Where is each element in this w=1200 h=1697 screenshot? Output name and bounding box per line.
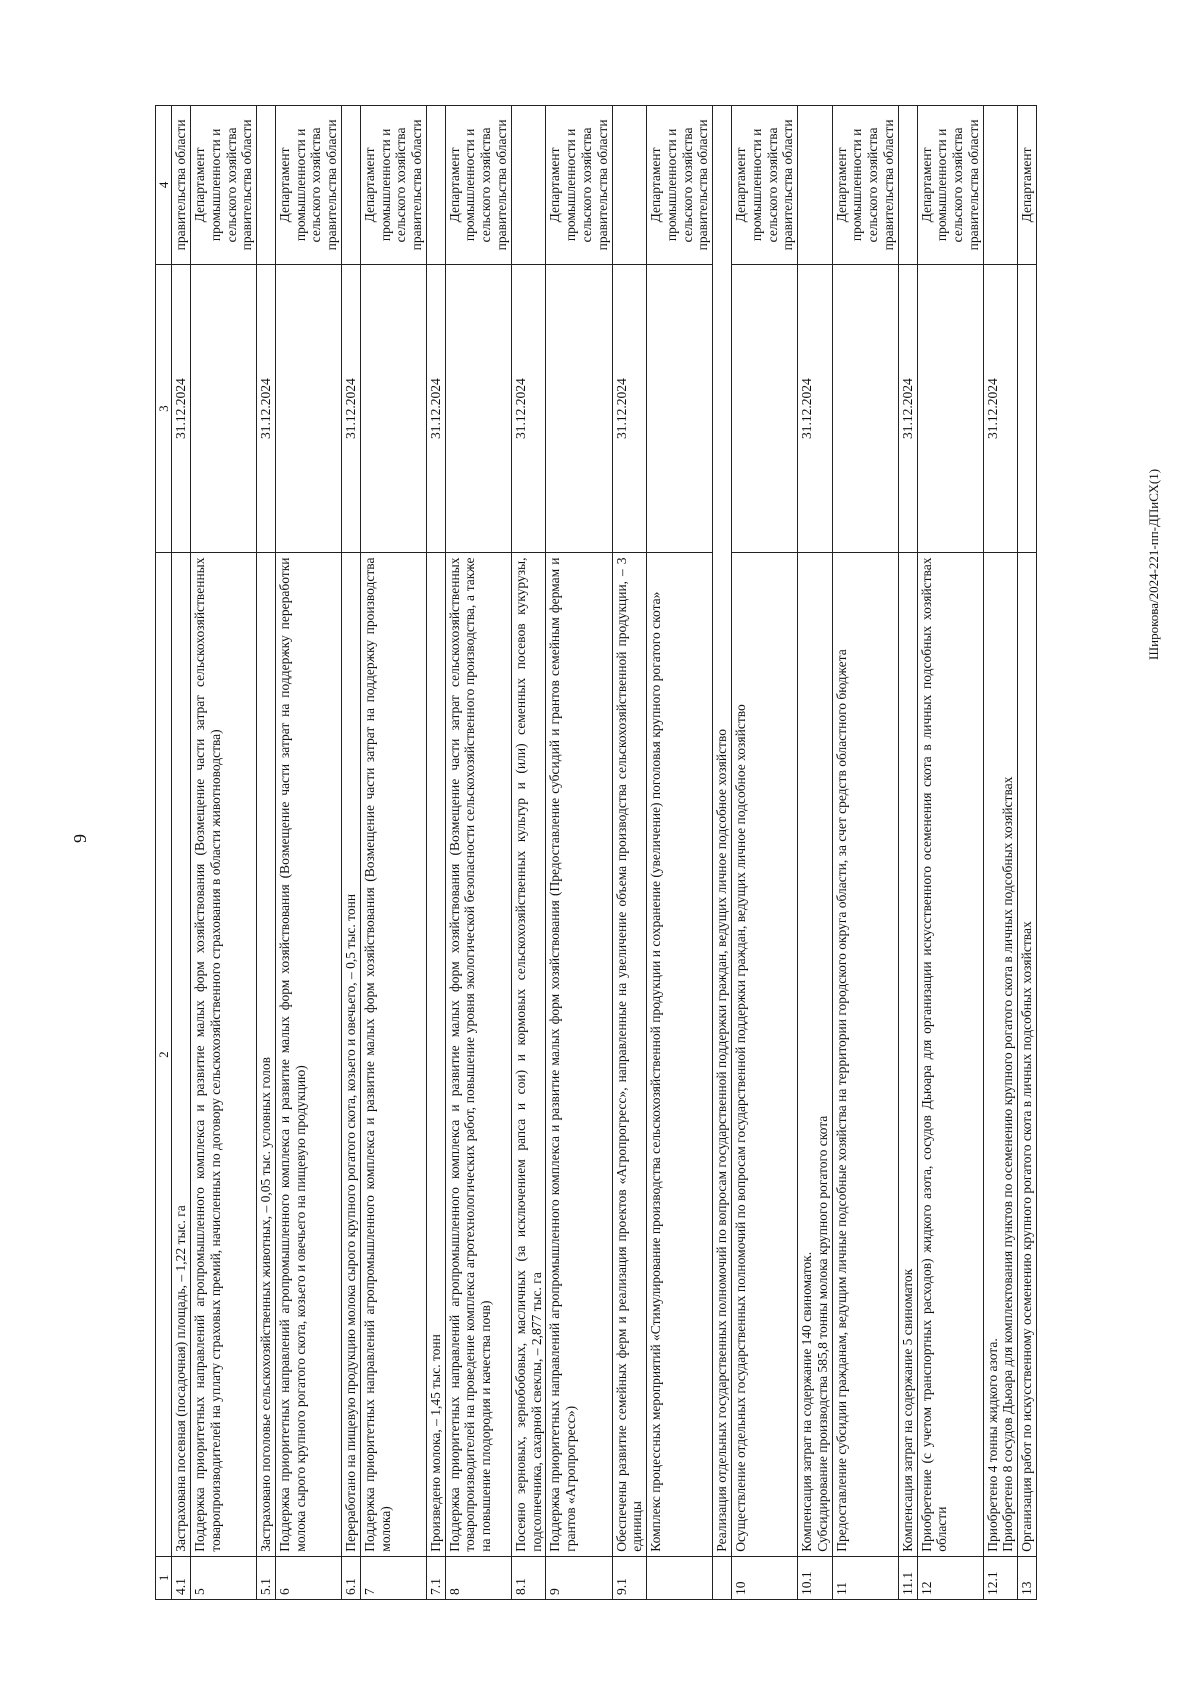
row-date — [445, 264, 511, 553]
row-department — [426, 106, 445, 265]
table-row — [798, 106, 833, 1600]
row-text: Поддержка приоритетных направлений агропромышленного комплекса и развитие малых форм хозяйствования (Возмещение части затрат на поддержку переработки молока сырого крупного рогатого скота, козьего и овечьего на пищевую продукцию) — [275, 553, 341, 1556]
row-number: 8 — [445, 1556, 511, 1599]
row-department: Департамент промышленности и сельского хозяйства правительства области — [275, 106, 341, 265]
table-row — [257, 106, 276, 1600]
row-date — [917, 264, 983, 553]
row-department: Департамент промышленности и сельского хозяйства правительства области — [917, 106, 983, 265]
table-row — [360, 106, 426, 1600]
row-number: 11.1 — [898, 1556, 917, 1599]
row-department: Департамент — [1018, 106, 1037, 265]
row-number: 5 — [190, 1556, 256, 1599]
row-date: 31.12.2024 — [798, 264, 833, 553]
row-date — [275, 264, 341, 553]
table-row — [647, 106, 713, 1600]
row-date: 31.12.2024 — [257, 264, 276, 553]
row-department — [798, 106, 833, 265]
row-number: 8.1 — [511, 1556, 546, 1599]
row-text: Комплекс процессных мероприятий «Стимулирование производства сельскохозяйственной продукции и сохранение (увеличение) поголовья крупного рогатого скота» — [647, 553, 713, 1556]
table-row — [832, 106, 898, 1600]
row-department — [898, 106, 917, 265]
row-department: Департамент промышленности и сельского хозяйства правительства области — [647, 106, 713, 265]
row-department — [511, 106, 546, 265]
row-text: Обеспечены развитие семейных ферм и реализация проектов «Агропрогресс», направленные на увеличение объема производства сельскохозяйственной продукции, – 3 единицы — [612, 553, 647, 1556]
table-row — [342, 106, 361, 1600]
row-department — [983, 106, 1018, 265]
row-number: 12 — [917, 1556, 983, 1599]
table-row — [713, 106, 732, 1600]
row-department: правительства области — [172, 106, 191, 265]
row-text: Компенсация затрат на содержание 140 свиноматок. Субсидирование производства 585,8 тонны молока крупного рогатого скота — [798, 553, 833, 1556]
row-date: 31.12.2024 — [172, 264, 191, 553]
row-number: 10 — [731, 1556, 797, 1599]
row-number: 5.1 — [257, 1556, 276, 1599]
row-department: Департамент промышленности и сельского хозяйства правительства области — [731, 106, 797, 265]
row-department: Департамент промышленности и сельского хозяйства правительства области — [546, 106, 612, 265]
table-row — [546, 106, 612, 1600]
row-number: 13 — [1018, 1556, 1037, 1599]
table-row — [445, 106, 511, 1600]
section-heading: Реализация отдельных государственных полномочий по вопросам государственной поддержки граждан, ведущих личное подсобное хозяйство — [713, 106, 732, 1557]
row-number — [647, 1556, 713, 1599]
row-number: 11 — [832, 1556, 898, 1599]
row-text: Застраховано поголовье сельскохозяйственных животных, – 0,05 тыс. условных голов — [257, 553, 276, 1556]
row-text: Приобретение (с учетом транспортных расходов) жидкого азота, сосудов Дьюара для организации искусственного осеменения скота в личных подсобных хозяйствах области — [917, 553, 983, 1556]
row-text: Приобретено 4 тонны жидкого азота. Приобретено 8 сосудов Дьюара для комплектования пунктов по осеменению крупного рогатого скота в личных подсобных хозяйствах — [983, 553, 1018, 1556]
row-text: Поддержка приоритетных направлений агропромышленного комплекса и развитие малых форм хозяйствования (Возмещение части затрат на поддержку производства молока) — [360, 553, 426, 1556]
table-row — [172, 106, 191, 1600]
row-text: Поддержка приоритетных направлений агропромышленного комплекса и развитие малых форм хозяйствования (Возмещение части затрат сельскохозяйственных товаропроизводителей на уплату страховых премий, начисленных по договору сельскохозяйственного страхования в области животноводства) — [190, 553, 256, 1556]
row-date: 31.12.2024 — [342, 264, 361, 553]
row-department: Департамент промышленности и сельского хозяйства правительства области — [445, 106, 511, 265]
row-date — [190, 264, 256, 553]
row-date — [832, 264, 898, 553]
row-department — [612, 106, 647, 265]
row-date — [546, 264, 612, 553]
table-row — [511, 106, 546, 1600]
row-date — [731, 264, 797, 553]
table-row — [983, 106, 1018, 1600]
table-header-row — [156, 106, 172, 1600]
row-date — [360, 264, 426, 553]
row-number: 6.1 — [342, 1556, 361, 1599]
row-number: 7 — [360, 1556, 426, 1599]
row-text: Посеяно зерновых, зернобобовых, масличных (за исключением рапса и сои) и кормовых сельскохозяйственных культур и (или) семенных посевов кукурузы, подсолнечника, сахарной свеклы, – 2,877 тыс. га — [511, 553, 546, 1556]
row-number: 7.1 — [426, 1556, 445, 1599]
row-date: 31.12.2024 — [511, 264, 546, 553]
row-date — [1018, 264, 1037, 553]
row-number: 6 — [275, 1556, 341, 1599]
row-date: 31.12.2024 — [983, 264, 1018, 553]
plan-table-wrapper — [155, 105, 1095, 1600]
table-row — [426, 106, 445, 1600]
header-col-3: 3 — [156, 264, 172, 553]
row-text: Организация работ по искусственному осеменению крупного рогатого скота в личных подсобных хозяйствах — [1018, 553, 1037, 1556]
document-code: Широкова/2024-221-пп-ДПиСХ(1) — [1146, 468, 1161, 660]
row-text: Поддержка приоритетных направлений агропромышленного комплекса и развитие малых форм хозяйствования (Предоставление субсидий и грантов семейным фермам и грантов «Агропрогресс») — [546, 553, 612, 1556]
header-col-2: 2 — [156, 553, 172, 1556]
row-text: Переработано на пищевую продукцию молока сырого крупного рогатого скота, козьего и овечьего, – 0,5 тыс. тонн — [342, 553, 361, 1556]
row-number: 9 — [546, 1556, 612, 1599]
row-number: 4.1 — [172, 1556, 191, 1599]
table-row — [1018, 106, 1037, 1600]
header-col-4: 4 — [156, 106, 172, 265]
table-row — [275, 106, 341, 1600]
row-department: Департамент промышленности и сельского хозяйства правительства области — [360, 106, 426, 265]
row-text: Произведено молока, – 1,45 тыс. тонн — [426, 553, 445, 1556]
row-date: 31.12.2024 — [426, 264, 445, 553]
row-department: Департамент промышленности и сельского хозяйства правительства области — [832, 106, 898, 265]
table-row — [731, 106, 797, 1600]
plan-table — [155, 105, 1037, 1600]
page-number: 9 — [70, 834, 90, 843]
table-row — [917, 106, 983, 1600]
row-department — [342, 106, 361, 265]
row-number: 10.1 — [798, 1556, 833, 1599]
table-row — [612, 106, 647, 1600]
row-number: 12.1 — [983, 1556, 1018, 1599]
row-date: 31.12.2024 — [612, 264, 647, 553]
table-row — [190, 106, 256, 1600]
row-date: 31.12.2024 — [898, 264, 917, 553]
row-text: Осуществление отдельных государственных полномочий по вопросам государственной поддержки граждан, ведущих личное подсобное хозяйство — [731, 553, 797, 1556]
table-row — [898, 106, 917, 1600]
row-department: Департамент промышленности и сельского хозяйства правительства области — [190, 106, 256, 265]
row-text: Предоставление субсидии гражданам, ведущим личные подсобные хозяйства на территории городского округа области, за счет средств областного бюджета — [832, 553, 898, 1556]
header-col-1: 1 — [156, 1556, 172, 1599]
row-department — [257, 106, 276, 265]
row-text: Застрахована посевная (посадочная) площадь, – 1,22 тыс. га — [172, 553, 191, 1556]
row-date — [647, 264, 713, 553]
row-number — [713, 1556, 732, 1599]
row-number: 9.1 — [612, 1556, 647, 1599]
row-text: Компенсация затрат на содержание 5 свиноматок — [898, 553, 917, 1556]
row-text: Поддержка приоритетных направлений агропромышленного комплекса и развитие малых форм хозяйствования (Возмещение части затрат сельскохозяйственных товаропроизводителей на проведение комплекса агротехнологических работ, повышение уровня экологической безопасности сельскохозяйственного производства, а также на повышение плодородия и качества почв) — [445, 553, 511, 1556]
